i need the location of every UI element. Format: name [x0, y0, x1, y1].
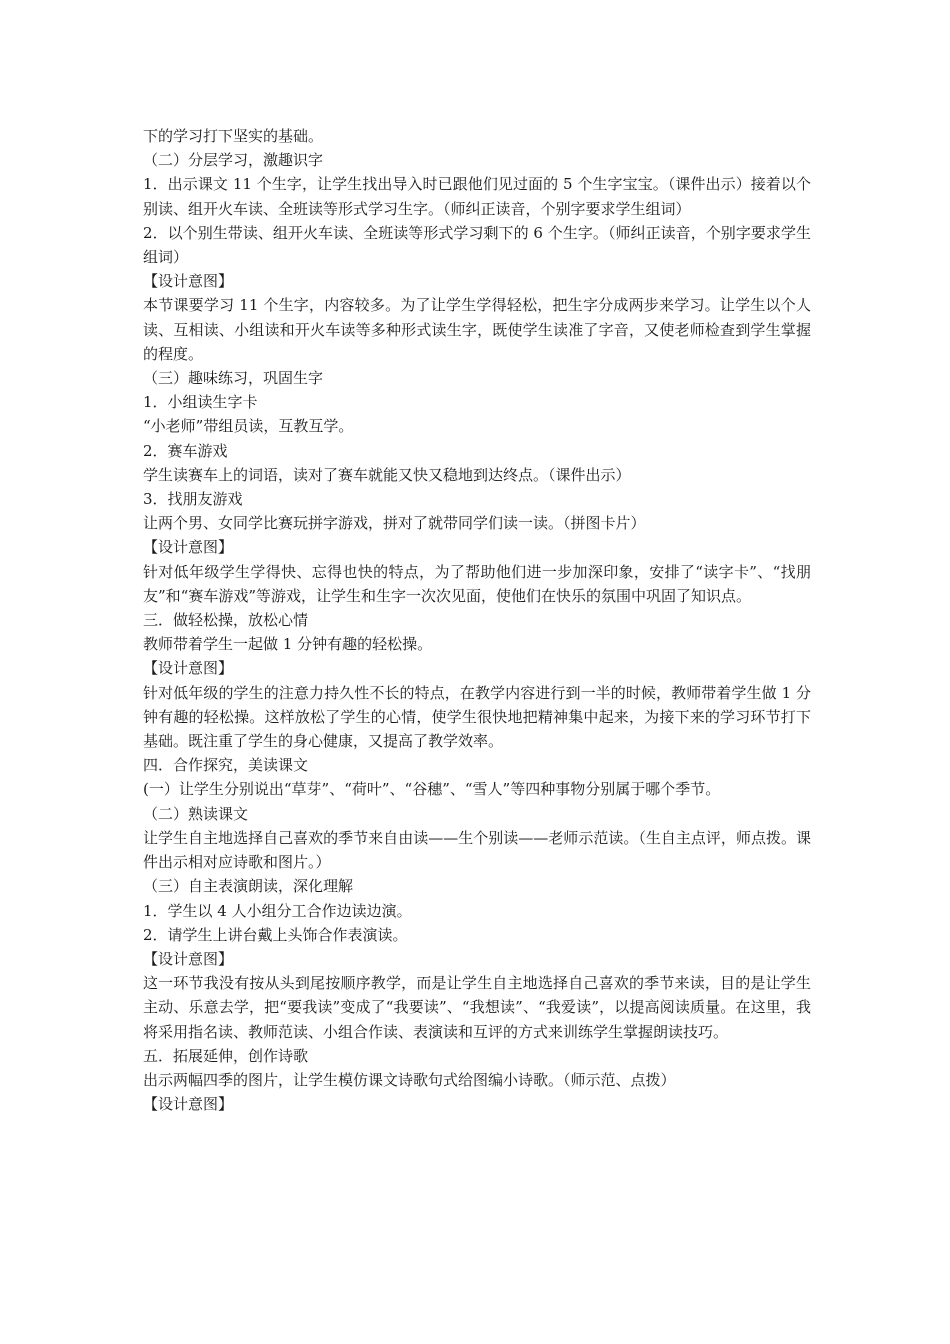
- design-intent-heading: 【设计意图】: [143, 949, 234, 968]
- paragraph: 1．出示课文 11 个生字，让学生找出导入时已跟他们见过面的 5 个生字宝宝。（课件出示）接着以个别读、组开火车读、全班读等形式学习生字。（师纠正读音，个别字要求学生组词）: [143, 175, 811, 218]
- paragraph: 让两个男、女同学比赛玩拼字游戏，拼对了就带同学们读一读。（拼图卡片）: [143, 514, 646, 533]
- paragraph: 3．找朋友游戏: [143, 490, 243, 509]
- paragraph: 2．赛车游戏: [143, 441, 228, 460]
- document-body: [143, 124, 811, 1116]
- design-intent-heading: 【设计意图】: [143, 538, 234, 557]
- section-heading: （三）趣味练习，巩固生字: [143, 369, 324, 388]
- section-heading: 三．做轻松操，放松心情: [143, 611, 309, 630]
- section-heading: （三）自主表演朗读，深化理解: [143, 877, 354, 896]
- paragraph: 针对低年级的学生的注意力持久性不长的特点，在教学内容进行到一半的时候，教师带着学生做 1 分钟有趣的轻松操。这样放松了学生的心情，使学生很快地把精神集中起来，为接下来的学习环节打下基础。既注重了学生的身心健康，又提高了教学效率。: [143, 683, 811, 751]
- paragraph: 2．请学生上讲台戴上头饰合作表演读。: [143, 925, 408, 944]
- paragraph: 1．小组读生字卡: [143, 393, 258, 412]
- paragraph: “小老师”带组员读，互教互学。: [143, 417, 354, 436]
- paragraph: 针对低年级学生学得快、忘得也快的特点，为了帮助他们进一步加深印象，安排了“读字卡”、“找朋友”和“赛车游戏”等游戏，让学生和生字一次次见面，使他们在快乐的氛围中巩固了知识点。: [143, 562, 811, 605]
- paragraph: 出示两幅四季的图片，让学生模仿课文诗歌句式给图编小诗歌。（师示范、点拨）: [143, 1070, 676, 1089]
- design-intent-heading: 【设计意图】: [143, 1095, 234, 1114]
- section-heading: 四．合作探究，美读课文: [143, 756, 309, 775]
- design-intent-heading: 【设计意图】: [143, 659, 234, 678]
- section-heading: 五．拓展延伸，创作诗歌: [143, 1046, 309, 1065]
- paragraph: 下的学习打下坚实的基础。: [143, 127, 324, 145]
- section-heading: （二）分层学习，激趣识字: [143, 151, 324, 170]
- paragraph: 本节课要学习 11 个生字，内容较多。为了让学生学得轻松，把生字分成两步来学习。让学生以个人读、互相读、小组读和开火车读等多种形式读生字，既使学生读准了字音，又使老师检查到学生掌握的程度。: [143, 296, 811, 363]
- paragraph: 这一环节我没有按从头到尾按顺序教学，而是让学生自主地选择自己喜欢的季节来读，目的是让学生主动、乐意去学，把“要我读”变成了“我要读”、“我想读”、“我爱读”，以提高阅读质量。在这里，我将采用指名读、教师范读、小组合作读、表演读和互评的方式来训练学生掌握朗读技巧。: [143, 974, 811, 1041]
- design-intent-heading: 【设计意图】: [143, 272, 234, 291]
- paragraph: 1．学生以 4 人小组分工合作边读边演。: [143, 901, 412, 920]
- section-heading: （二）熟读课文: [143, 804, 249, 823]
- paragraph: 教师带着学生一起做 1 分钟有趣的轻松操。: [143, 635, 433, 654]
- paragraph: 2．以个别生带读、组开火车读、全班读等形式学习剩下的 6 个生字。（师纠正读音，个别字要求学生组词）: [143, 223, 811, 267]
- paragraph: 学生读赛车上的词语，读对了赛车就能又快又稳地到达终点。（课件出示）: [143, 465, 631, 484]
- paragraph: (一）让学生分别说出“草芽”、“荷叶”、“谷穗”、“雪人”等四种事物分别属于哪个季节。: [143, 780, 721, 799]
- paragraph: 让学生自主地选择自己喜欢的季节来自由读——生个别读——老师示范读。（生自主点评，师点拨。课件出示相对应诗歌和图片。）: [143, 828, 811, 872]
